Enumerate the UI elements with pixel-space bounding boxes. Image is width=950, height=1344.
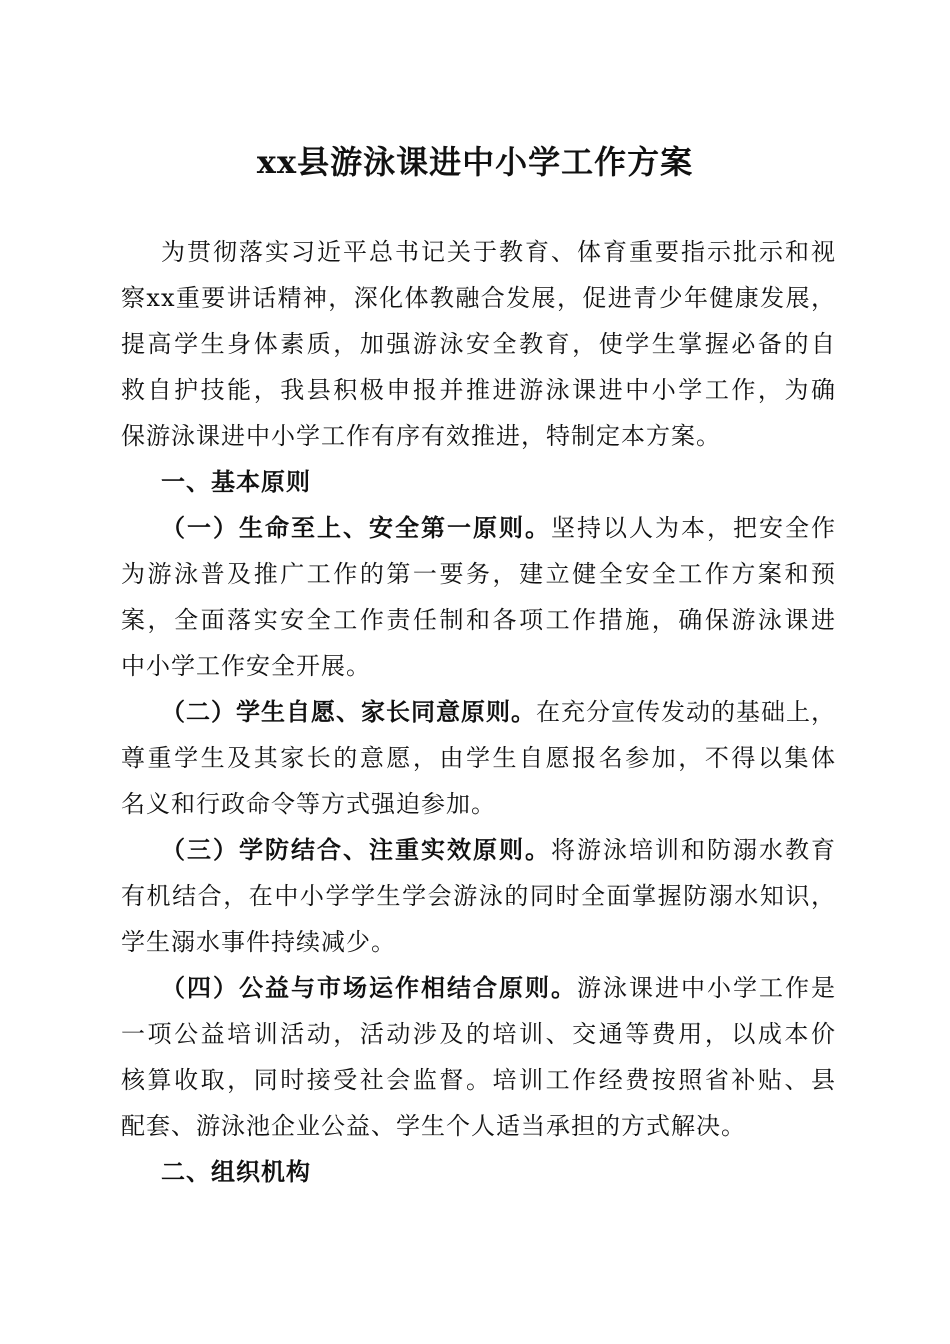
text-line: 核算收取，同时接受社会监督。培训工作经费按照省补贴、县 [121,1066,836,1094]
principle-lead: （三）学防结合、注重实效原则。 [161,835,551,864]
text-line: 中小学工作安全开展。 [121,652,371,680]
principle-lead: （一）生命至上、安全第一原则。 [161,513,551,542]
text-line: 名义和行政命令等方式强迫参加。 [121,790,496,818]
text-line: 配套、游泳池企业公益、学生个人适当承担的方式解决。 [121,1112,746,1140]
text-line: 尊重学生及其家长的意愿，由学生自愿报名参加，不得以集体 [121,744,836,772]
principle-text: 游泳课进中小学工作是 [577,974,836,1002]
principle-paragraph-2 [121,689,836,827]
principle-paragraph-3 [121,827,836,965]
text-line: 为贯彻落实习近平总书记关于教育、体育重要指示批示和视 [161,238,836,266]
text-line: 有机结合，在中小学学生学会游泳的同时全面掌握防溺水知识， [121,882,836,910]
text-line [121,965,836,1011]
principle-lead: （四）公益与市场运作相结合原则。 [161,973,577,1002]
text-line: 提高学生身体素质，加强游泳安全教育，使学生掌握必备的自 [121,330,836,358]
document-title: xx县游泳课进中小学工作方案 [256,143,694,181]
section-heading-basic-principles: 一、基本原则 [161,468,311,496]
document-body [121,229,836,1195]
principle-text: 将游泳培训和防溺水教育 [551,836,836,864]
text-line: 保游泳课进中小学工作有序有效推进，特制定本方案。 [121,422,721,450]
text-line: 救自护技能，我县积极申报并推进游泳课进中小学工作，为确 [121,376,836,404]
text-line [121,689,836,735]
text-line: 察xx重要讲话精神，深化体教融合发展，促进青少年健康发展， [121,284,836,312]
text-line [121,505,836,551]
principle-paragraph-1 [121,505,836,689]
text-line: 一项公益培训活动，活动涉及的培训、交通等费用，以成本价 [121,1020,836,1048]
principle-text: 坚持以人为本，把安全作 [551,514,836,542]
principle-lead: （二）学生自愿、家长同意原则。 [161,697,536,726]
text-line: 案，全面落实安全工作责任制和各项工作措施，确保游泳课进 [121,606,836,634]
intro-paragraph [121,229,836,459]
section-heading-organization: 二、组织机构 [161,1158,311,1186]
text-line: 学生溺水事件持续减少。 [121,928,396,956]
principle-paragraph-4 [121,965,836,1149]
principle-text: 在充分宣传发动的基础上， [536,698,836,726]
text-line [121,827,836,873]
text-line: 为游泳普及推广工作的第一要务，建立健全安全工作方案和预 [121,560,836,588]
